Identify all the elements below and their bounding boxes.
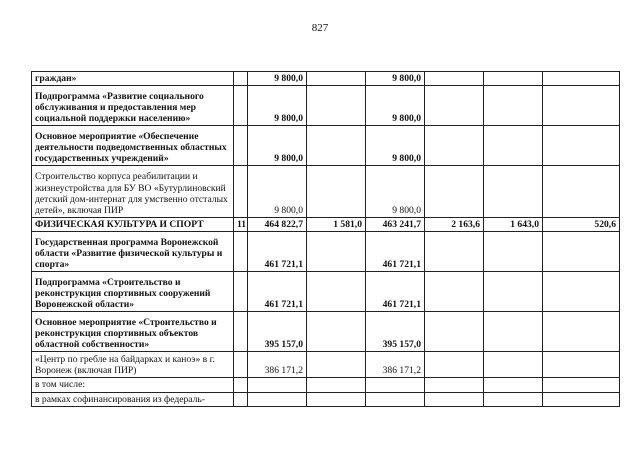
amount-cell: 2 163,6 (425, 218, 484, 232)
row-label: ФИЗИЧЕСКАЯ КУЛЬТУРА И СПОРТ (32, 218, 234, 232)
amount-cell (484, 272, 543, 312)
amount-cell (425, 392, 484, 406)
amount-cell: 1 643,0 (484, 218, 543, 232)
amount-cell (484, 166, 543, 218)
amount-cell (484, 312, 543, 352)
section-code-cell (234, 232, 248, 272)
section-code-cell (234, 392, 248, 406)
amount-cell (543, 272, 620, 312)
amount-cell (484, 232, 543, 272)
section-code-cell (234, 312, 248, 352)
page-number: 827 (311, 22, 329, 34)
amount-cell (425, 166, 484, 218)
row-label: «Центр по гребле на байдарках и каноэ» в г. Воронеж (включая ПИР) (32, 352, 234, 378)
section-code-cell (234, 72, 248, 86)
table-row (32, 272, 620, 312)
amount-cell (543, 72, 620, 86)
amount-cell (543, 86, 620, 126)
amount-cell: 461 721,1 (366, 232, 425, 272)
section-code-cell (234, 378, 248, 392)
table-row (32, 72, 620, 86)
amount-cell (307, 352, 366, 378)
amount-cell (425, 312, 484, 352)
amount-cell: 9 800,0 (248, 72, 307, 86)
row-label: Строительство корпуса реабилитации и жизнеустройства для БУ ВО «Бутурлиновский детский дом-интернат для умственно отсталых детей», включая ПИР (32, 166, 234, 218)
amount-cell: 395 157,0 (366, 312, 425, 352)
table-row (32, 218, 620, 232)
amount-cell (543, 392, 620, 406)
amount-cell (543, 352, 620, 378)
amount-cell: 1 581,0 (307, 218, 366, 232)
amount-cell (307, 272, 366, 312)
table-row (32, 392, 620, 406)
amount-cell (307, 392, 366, 406)
table-row (32, 312, 620, 352)
row-label: Основное мероприятие «Обеспечение деятельности подведомственных областных государственных учреждений» (32, 126, 234, 166)
amount-cell (543, 126, 620, 166)
table-row (32, 378, 620, 392)
table-row (32, 232, 620, 272)
amount-cell (484, 378, 543, 392)
amount-cell: 386 171,2 (366, 352, 425, 378)
amount-cell (484, 86, 543, 126)
amount-cell (366, 392, 425, 406)
amount-cell: 9 800,0 (366, 166, 425, 218)
section-code-cell (234, 126, 248, 166)
amount-cell (484, 72, 543, 86)
row-label: граждан» (32, 72, 234, 86)
amount-cell: 461 721,1 (248, 272, 307, 312)
amount-cell (425, 352, 484, 378)
section-code-cell (234, 352, 248, 378)
amount-cell: 9 800,0 (248, 126, 307, 166)
row-label: в рамках софинансирования из федераль- (32, 392, 234, 406)
row-label: Подпрограмма «Строительство и реконструкция спортивных сооружений Воронежской области» (32, 272, 234, 312)
amount-cell (543, 232, 620, 272)
amount-cell (307, 312, 366, 352)
amount-cell: 464 822,7 (248, 218, 307, 232)
amount-cell (425, 72, 484, 86)
amount-cell: 461 721,1 (248, 232, 307, 272)
table-row (32, 126, 620, 166)
amount-cell: 9 800,0 (248, 166, 307, 218)
table-row (32, 166, 620, 218)
amount-cell (484, 352, 543, 378)
amount-cell (307, 232, 366, 272)
amount-cell: 9 800,0 (366, 72, 425, 86)
amount-cell (425, 232, 484, 272)
section-code-cell (234, 166, 248, 218)
amount-cell (425, 126, 484, 166)
amount-cell (307, 378, 366, 392)
section-code-cell: 11 (234, 218, 248, 232)
row-label: в том числе: (32, 378, 234, 392)
amount-cell: 9 800,0 (366, 126, 425, 166)
amount-cell (484, 392, 543, 406)
amount-cell (307, 72, 366, 86)
amount-cell: 520,6 (543, 218, 620, 232)
amount-cell: 463 241,7 (366, 218, 425, 232)
row-label: Основное мероприятие «Строительство и реконструкция спортивных объектов областной собственности» (32, 312, 234, 352)
amount-cell: 9 800,0 (248, 86, 307, 126)
row-label: Государственная программа Воронежской области «Развитие физической культуры и спорта» (32, 232, 234, 272)
amount-cell (543, 166, 620, 218)
amount-cell (307, 86, 366, 126)
section-code-cell (234, 272, 248, 312)
row-label: Подпрограмма «Развитие социального обслуживания и предоставления мер социальной поддержки населению» (32, 86, 234, 126)
budget-table (31, 71, 620, 407)
amount-cell: 386 171,2 (248, 352, 307, 378)
amount-cell (425, 378, 484, 392)
amount-cell (307, 166, 366, 218)
amount-cell (543, 378, 620, 392)
section-code-cell (234, 86, 248, 126)
table-row (32, 86, 620, 126)
amount-cell (307, 126, 366, 166)
amount-cell (484, 126, 543, 166)
amount-cell: 9 800,0 (366, 86, 425, 126)
amount-cell (248, 392, 307, 406)
amount-cell (248, 378, 307, 392)
amount-cell: 395 157,0 (248, 312, 307, 352)
amount-cell (425, 86, 484, 126)
table-row (32, 352, 620, 378)
amount-cell: 461 721,1 (366, 272, 425, 312)
amount-cell (543, 312, 620, 352)
amount-cell (425, 272, 484, 312)
amount-cell (366, 378, 425, 392)
